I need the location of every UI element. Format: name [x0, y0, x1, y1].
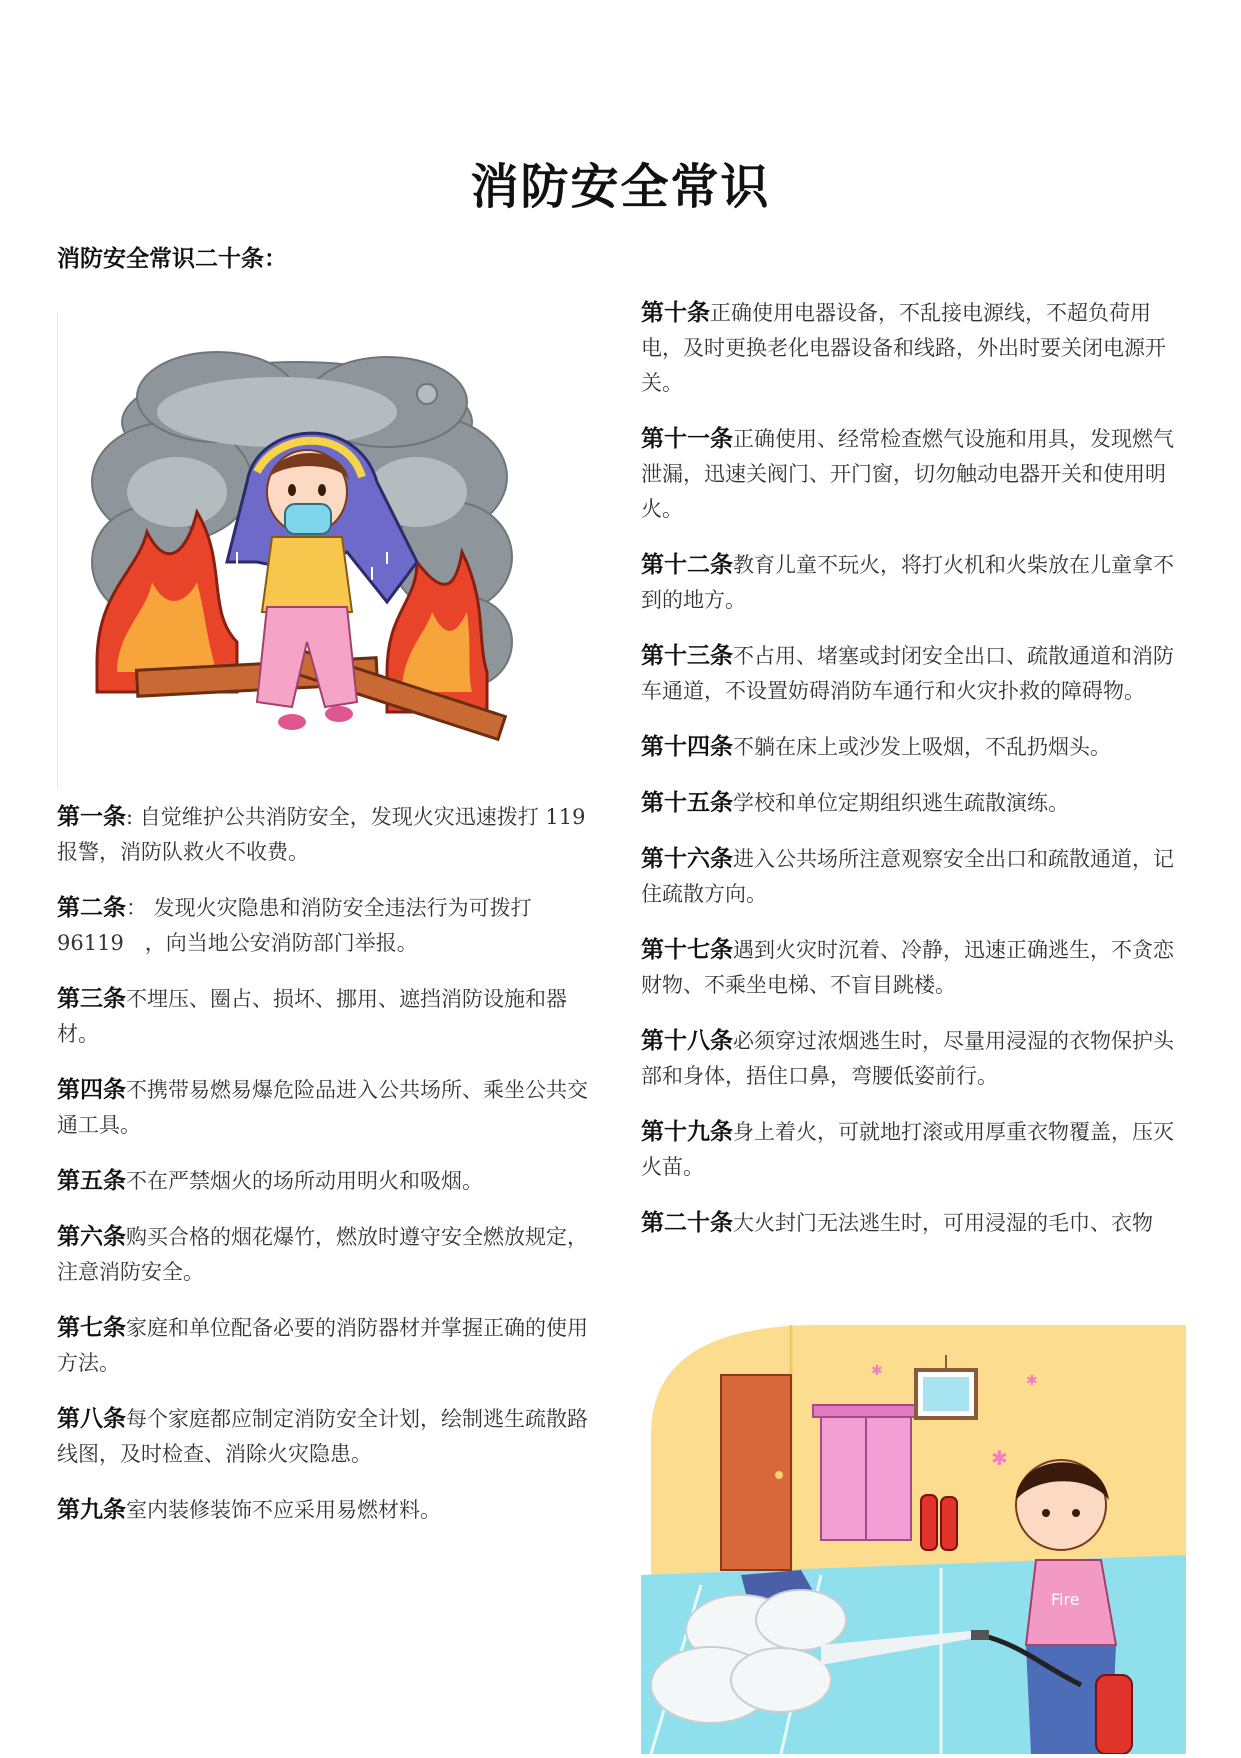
article-4: 第四条不携带易燃易爆危险品进入公共场所、乘坐公共交通工具。 [57, 1077, 588, 1137]
articles-right-column [641, 296, 1186, 1262]
svg-text:✱: ✱ [1026, 1373, 1038, 1389]
article-11: 第十一条正确使用、经常检查燃气设施和用具，发现燃气泄漏，迅速关阀门、开门窗，切勿触动电器开关和使用明火。 [641, 426, 1174, 521]
svg-text:✱: ✱ [871, 1363, 883, 1379]
articles-left-column [57, 800, 602, 1549]
article-13: 第十三条不占用、堵塞或封闭安全出口、疏散通道和消防车通道，不设置妨碍消防车通行和火灾扑救的障碍物。 [641, 643, 1174, 703]
page-subtitle: 消防安全常识二十条： [57, 246, 287, 272]
girl-escaping-fire-illustration [57, 312, 537, 788]
article-2: 第二条： 发现火灾隐患和消防安全违法行为可拨打 96119 ，向当地公安消防部门举报。 [57, 895, 532, 955]
fire-escape-svg [57, 312, 537, 788]
article-14: 第十四条不躺在床上或沙发上吸烟，不乱扔烟头。 [641, 734, 1111, 760]
article-17: 第十七条遇到火灾时沉着、冷静，迅速正确逃生，不贪恋财物、不乘坐电梯、不盲目跳楼。 [641, 937, 1174, 997]
svg-text:✱: ✱ [991, 1446, 1008, 1470]
article-16: 第十六条进入公共场所注意观察安全出口和疏散通道，记住疏散方向。 [641, 846, 1174, 906]
article-15: 第十五条学校和单位定期组织逃生疏散演练。 [641, 790, 1069, 816]
article-12: 第十二条教育儿童不玩火，将打火机和火柴放在儿童拿不到的地方。 [641, 552, 1174, 612]
article-9: 第九条室内装修装饰不应采用易燃材料。 [57, 1497, 441, 1523]
article-5: 第五条不在严禁烟火的场所动用明火和吸烟。 [57, 1168, 483, 1194]
article-6: 第六条购买合格的烟花爆竹，燃放时遵守安全燃放规定，注意消防安全。 [57, 1224, 588, 1284]
article-19: 第十九条身上着火，可就地打滚或用厚重衣物覆盖，压灭火苗。 [641, 1119, 1174, 1179]
article-7: 第七条家庭和单位配备必要的消防器材并掌握正确的使用方法。 [57, 1315, 588, 1375]
article-10: 第十条正确使用电器设备，不乱接电源线，不超负荷用电，及时更换老化电器设备和线路，外出时要关闭电源开关。 [641, 300, 1166, 395]
article-1: 第一条: 自觉维护公共消防安全，发现火灾迅速拨打 119 报警，消防队救火不收费。 [57, 804, 586, 864]
article-3: 第三条不埋压、圈占、损坏、挪用、遮挡消防设施和器材。 [57, 986, 567, 1046]
boy-using-fire-extinguisher-illustration [641, 1285, 1186, 1754]
article-18: 第十八条必须穿过浓烟逃生时，尽量用浸湿的衣物保护头部和身体，捂住口鼻，弯腰低姿前行。 [641, 1028, 1174, 1088]
page-title: 消防安全常识 [470, 159, 771, 215]
shirt-text: Fire [1051, 1590, 1080, 1609]
article-20: 第二十条大火封门无法逃生时，可用浸湿的毛巾、衣物 [641, 1210, 1153, 1236]
extinguisher-svg [641, 1285, 1186, 1754]
article-8: 第八条每个家庭都应制定消防安全计划，绘制逃生疏散路线图，及时检查、消除火灾隐患。 [57, 1406, 588, 1466]
